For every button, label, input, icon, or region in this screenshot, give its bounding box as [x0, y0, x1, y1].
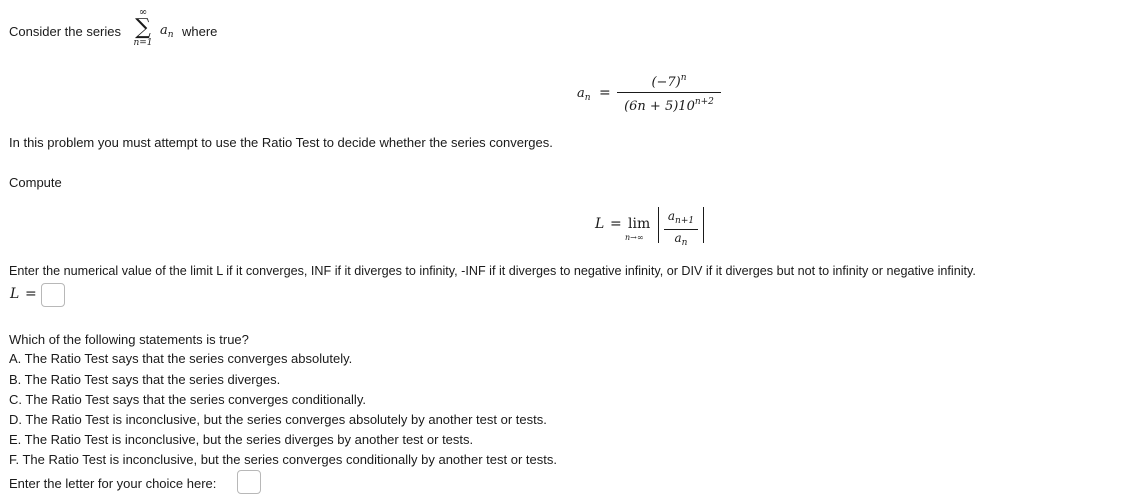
sum-upper-limit: ∞ — [138, 7, 148, 18]
fraction-bar — [617, 92, 721, 93]
option-c: C. The Ratio Test says that the series converges conditionally. — [9, 392, 366, 407]
summation-symbol — [131, 8, 155, 48]
ratio-den-symbol: a — [674, 231, 682, 245]
choice-answer-input[interactable] — [237, 470, 261, 494]
an-equals: = — [599, 85, 611, 101]
sigma-glyph: ∑ — [135, 15, 151, 40]
an-lhs — [577, 86, 591, 103]
ratio-fraction-bar — [664, 229, 698, 230]
an-denominator — [617, 94, 721, 115]
ratio-den-subscript: n — [681, 238, 688, 248]
limit-instruction: Enter the numerical value of the limit L if it converges, INF if it diverges to infinity, -INF if it diverges to negative infinity, or DIV if it diverges but not to infinity or negative infinity. — [9, 264, 976, 278]
term-subscript: n — [167, 30, 174, 40]
numerator-exponent: n — [680, 73, 687, 83]
ratio-num-symbol: a — [667, 209, 676, 223]
answer-L-equals: = — [25, 286, 37, 302]
numerator-base: (−7) — [651, 75, 681, 90]
ratio-denominator — [664, 231, 698, 250]
an-subscript: n — [584, 93, 591, 103]
L-equals: = — [610, 216, 622, 232]
ratio-fraction — [664, 209, 698, 250]
option-d: D. The Ratio Test is inconclusive, but the series converges absolutely by another test or tests. — [9, 412, 547, 427]
option-f: F. The Ratio Test is inconclusive, but the series converges conditionally by another test or tests. — [9, 452, 557, 467]
ratio-numerator — [664, 209, 698, 228]
denominator-exponent: n+2 — [694, 97, 714, 107]
an-fraction — [617, 70, 721, 115]
sum-lower-limit: n=1 — [133, 38, 153, 48]
limit-answer-input[interactable] — [41, 283, 65, 307]
L-symbol: L — [595, 216, 605, 232]
choice-prompt: Enter the letter for your choice here: — [9, 476, 217, 491]
term-symbol: a — [160, 23, 168, 38]
abs-bar-left — [658, 207, 659, 243]
option-a: A. The Ratio Test says that the series converges absolutely. — [9, 351, 353, 366]
option-e: E. The Ratio Test is inconclusive, but the series diverges by another test or tests. — [9, 432, 474, 447]
denominator-base: (6n + 5)10 — [624, 99, 695, 114]
abs-bar-right — [703, 207, 704, 243]
lim-subscript: n→∞ — [625, 233, 644, 242]
series-where-text: where — [182, 24, 218, 39]
lim-operator: lim — [628, 216, 651, 232]
series-intro-text: Consider the series — [9, 24, 121, 39]
ratio-num-subscript: n+1 — [675, 216, 695, 226]
an-symbol: a — [577, 86, 585, 101]
an-numerator — [617, 70, 721, 91]
answer-L-label: L — [10, 286, 20, 302]
ratio-test-intro: In this problem you must attempt to use the Ratio Test to decide whether the series converges. — [9, 135, 553, 150]
compute-label: Compute — [9, 175, 62, 190]
question-text: Which of the following statements is true? — [9, 332, 249, 347]
series-term — [160, 23, 174, 40]
option-b: B. The Ratio Test says that the series diverges. — [9, 372, 281, 387]
